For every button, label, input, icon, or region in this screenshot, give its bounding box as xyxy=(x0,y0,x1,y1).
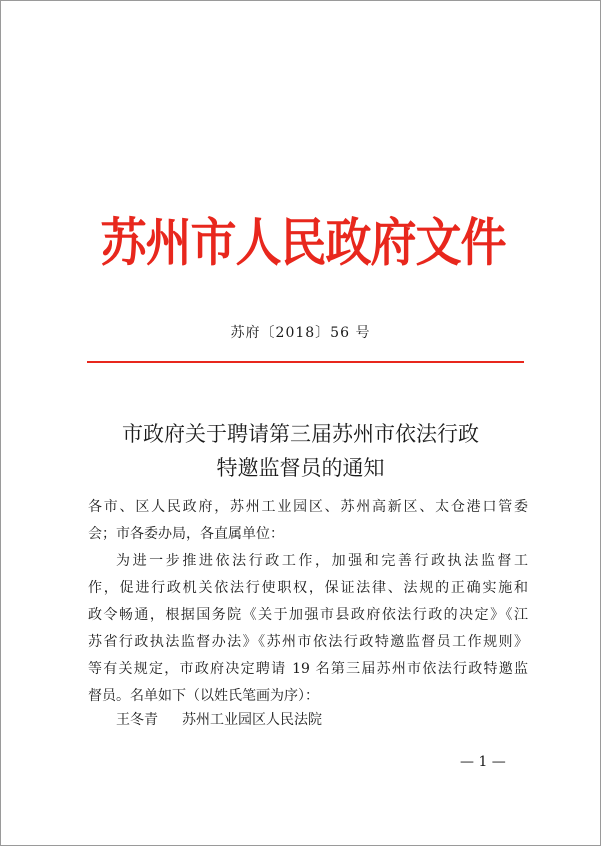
body-line-3: 政令畅通，根据国务院《关于加强市县政府依法行政的决定》《江 xyxy=(88,607,528,623)
body-line-5: 等有关规定，市政府决定聘请 19 名第三届苏州市依法行政特邀监 xyxy=(88,661,528,677)
red-divider-line xyxy=(87,361,524,363)
title-line-2: 特邀监督员的通知 xyxy=(216,456,385,480)
page-number: — 1 — xyxy=(460,754,506,770)
body-line-4: 苏省行政执法监督办法》《苏州市依法行政特邀监督员工作规则》 xyxy=(88,634,528,650)
body-line-6: 督员。名单如下（以姓氏笔画为序）： xyxy=(88,688,319,704)
document-number: 苏府〔2018〕56 号 xyxy=(230,325,371,341)
body-line-1: 为进一步推进依法行政工作，加强和完善行政执法监督工 xyxy=(116,553,528,569)
recipients-line-2: 会；市各委办局，各直属单位： xyxy=(88,526,284,542)
roster-organization: 苏州工业园区人民法院 xyxy=(182,712,322,728)
body-line-2: 作，促进行政机关依法行使职权，保证法律、法规的正确实施和 xyxy=(88,580,528,596)
document-masthead: 苏州市人民政府文件 xyxy=(100,212,506,274)
roster-name: 王冬青 xyxy=(116,712,158,728)
document-title xyxy=(0,417,601,485)
document-body xyxy=(88,494,528,710)
title-line-1: 市政府关于聘请第三届苏州市依法行政 xyxy=(122,422,479,446)
recipients-line-1: 各市、区人民政府，苏州工业园区、苏州高新区、太仓港口管委 xyxy=(88,499,528,515)
roster-entry xyxy=(116,710,322,730)
